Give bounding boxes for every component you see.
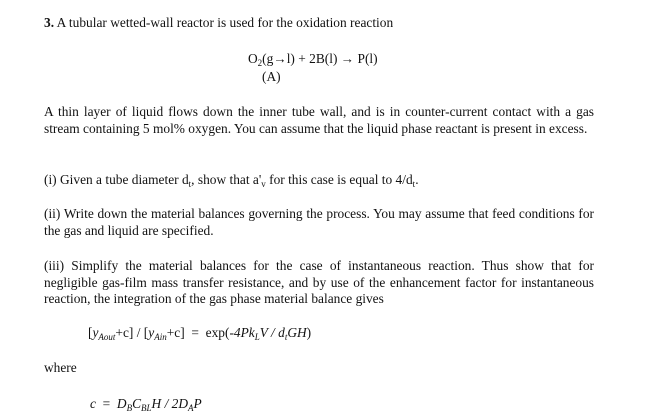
reaction-label: (A) <box>262 69 281 84</box>
eq2-c-bl: C <box>132 396 142 411</box>
paragraph-description: A thin layer of liquid flows down the inner tube wall, and is in counter-current contact with a gas stream containing 5 mol% oxygen. You can assume that the liquid phase reactant is present in excess. <box>44 104 594 136</box>
eq1-exp-body: -4Pk <box>229 325 255 340</box>
question-ii: (ii) Write down the material balances governing the process. You may assume that feed conditions for the gas and liquid are specified. <box>44 206 594 238</box>
eq1-d-sub: t <box>284 332 288 342</box>
reaction-equation <box>248 51 378 68</box>
q1-end-sub: t <box>412 179 416 189</box>
reaction-rest: + 2B(l) → P(l) <box>294 51 378 66</box>
eq2-h: H / 2D <box>151 396 188 411</box>
problem-heading <box>44 15 393 32</box>
eq1-y-out: y <box>92 325 99 340</box>
question-i <box>44 172 419 189</box>
eq1-y-out-sub: Aout <box>98 332 116 342</box>
eq2-d-b: D <box>116 396 127 411</box>
eq2-p: P <box>193 396 202 411</box>
problem-number: 3. <box>44 15 55 30</box>
eq1-v: V / d <box>259 325 285 340</box>
reaction-o2-phase: (g→l) <box>262 51 295 66</box>
eq1-plus-c-2: +c] <box>166 325 185 340</box>
eq1-exp-open: exp( <box>205 325 230 340</box>
where-label: where <box>44 360 77 375</box>
equation-c-definition <box>90 396 202 413</box>
eq2-d-b-sub: B <box>126 403 133 413</box>
reaction-o2-sub: 2 <box>257 58 263 68</box>
q1-end: . <box>415 172 419 187</box>
q1-prefix: (i) Given a tube diameter d <box>44 172 189 187</box>
eq1-plus-c-1: +c] / [ <box>115 325 149 340</box>
q1-a-sub: v <box>261 179 266 189</box>
eq2-equals: = <box>102 396 111 411</box>
eq1-y-in: y <box>148 325 155 340</box>
equation-gas-balance <box>88 325 311 342</box>
reaction-o2: O <box>248 51 258 66</box>
eq1-exp-close: ) <box>306 325 312 340</box>
problem-intro: A tubular wetted-wall reactor is used for the oxidation reaction <box>56 15 394 30</box>
eq2-d-a-sub: A <box>188 403 194 413</box>
q1-middle: , show that a' <box>191 172 262 187</box>
q1-suffix: for this case is equal to 4/d <box>265 172 413 187</box>
eq1-bracket: [ <box>88 325 93 340</box>
eq1-gh: GH <box>287 325 307 340</box>
eq2-c: c <box>90 396 96 411</box>
eq1-k-sub: L <box>254 332 260 342</box>
eq2-c-bl-sub: BL <box>141 403 152 413</box>
question-iii: (iii) Simplify the material balances for the case of instantaneous reaction. Thus show that for negligible gas-film mass transfer resistance, and by use of the enhancement factor for instantaneous reaction, the integration of the gas phase material balance gives <box>44 258 594 307</box>
q1-d-sub: t <box>188 179 192 189</box>
eq1-y-in-sub: Ain <box>154 332 167 342</box>
eq1-equals: = <box>191 325 199 340</box>
